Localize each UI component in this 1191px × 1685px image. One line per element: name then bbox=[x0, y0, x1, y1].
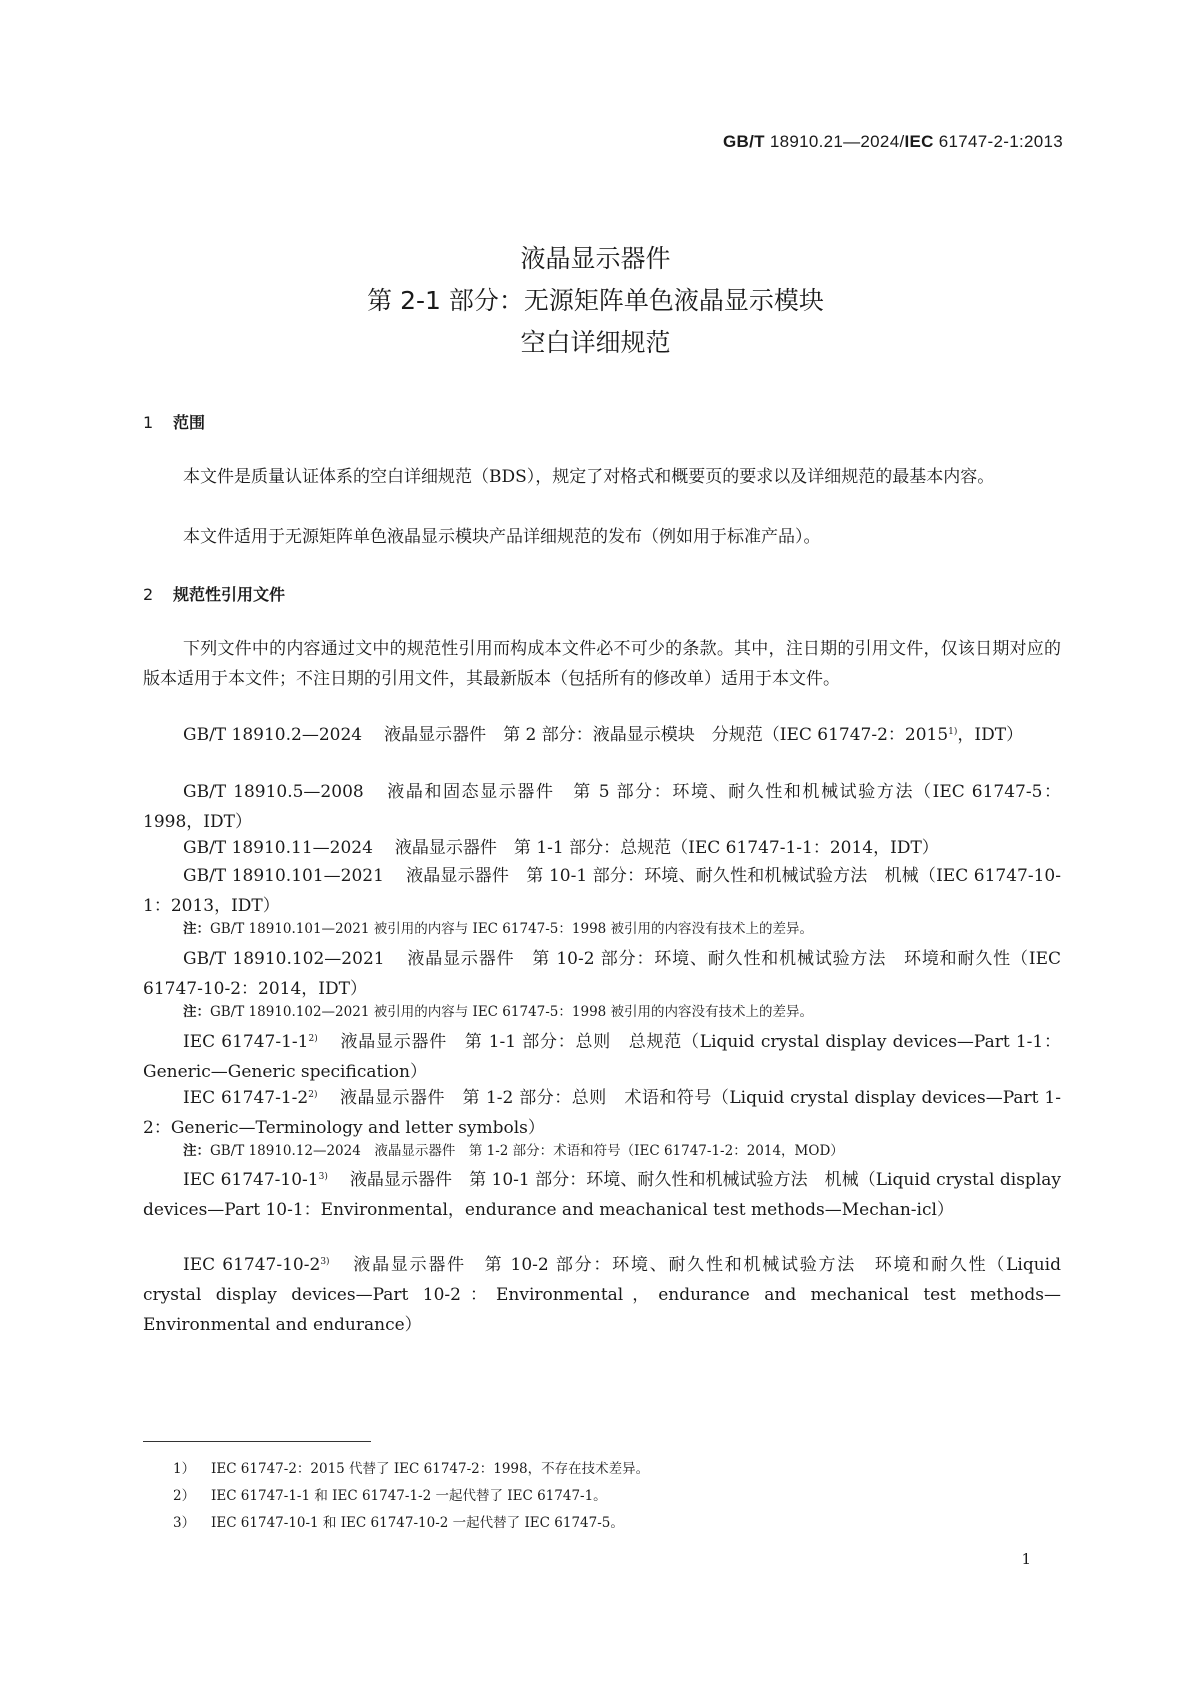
section-1-heading bbox=[143, 410, 205, 433]
reference-gbt-18910-101 bbox=[143, 861, 1061, 921]
note-label: 注： bbox=[183, 1143, 210, 1159]
title-line-2: 第 2-1 部分：无源矩阵单色液晶显示模块 bbox=[367, 286, 824, 315]
note-1 bbox=[143, 917, 1061, 941]
standard-id-iec-number: 61747-2-1:2013 bbox=[933, 132, 1063, 151]
standard-id-prefix: GB/T bbox=[722, 132, 765, 151]
reference-code: IEC 61747-1-1 bbox=[183, 1032, 309, 1052]
reference-title: 液晶显示器件 第 10-2 部分：环境、耐久性和机械试验方法 环境和耐久性（IEC 61747-10-2：2014，IDT） bbox=[143, 949, 1061, 999]
footnote-text: IEC 61747-10-1 和 IEC 61747-10-2 一起代替了 IEC 61747-5。 bbox=[211, 1515, 624, 1531]
reference-title: 液晶显示器件 第 2 部分：液晶显示模块 分规范（IEC 61747-2：2015 bbox=[384, 725, 949, 745]
reference-title: 液晶显示器件 第 10-2 部分：环境、耐久性和机械试验方法 环境和耐久性（Liquid crystal display devices—Part 10-2：Environmental，endurance and mechanical test methods—Environmental and endurance） bbox=[143, 1255, 1061, 1335]
footnote-marker: 1) bbox=[948, 727, 958, 737]
section-2-intro: 下列文件中的内容通过文中的规范性引用而构成本文件必不可少的条款。其中，注日期的引用文件，仅该日期对应的版本适用于本文件；不注日期的引用文件，其最新版本（包括所有的修改单）适用于本文件。 bbox=[143, 639, 1061, 689]
document-title bbox=[0, 238, 1191, 364]
section-2-title: 规范性引用文件 bbox=[173, 585, 286, 604]
reference-gbt-18910-11 bbox=[143, 833, 1061, 863]
reference-iec-61747-1-1 bbox=[143, 1027, 1061, 1087]
reference-iec-61747-10-1 bbox=[143, 1165, 1061, 1225]
reference-iec-61747-1-2 bbox=[143, 1083, 1061, 1143]
page-number: 1 bbox=[1021, 1550, 1031, 1568]
footnote-divider bbox=[143, 1441, 371, 1442]
section-1-number: 1 bbox=[143, 413, 154, 432]
reference-iec-61747-10-2 bbox=[143, 1250, 1061, 1340]
reference-code: IEC 61747-10-1 bbox=[183, 1170, 319, 1190]
reference-code: GB/T 18910.101—2021 bbox=[183, 866, 384, 886]
reference-code: GB/T 18910.102—2021 bbox=[183, 949, 385, 969]
reference-title: 液晶和固态显示器件 第 5 部分：环境、耐久性和机械试验方法（IEC 61747-5：1998，IDT） bbox=[143, 782, 1061, 832]
standard-identifier bbox=[723, 132, 1063, 152]
footnote-mark: 3） bbox=[173, 1515, 196, 1531]
footnote-3 bbox=[175, 1513, 624, 1533]
reference-code: IEC 61747-10-2 bbox=[183, 1255, 321, 1275]
section-2-number: 2 bbox=[143, 585, 154, 604]
footnote-marker: 3) bbox=[318, 1172, 328, 1182]
footnote-marker: 2) bbox=[308, 1090, 318, 1100]
footnote-mark: 2） bbox=[173, 1488, 196, 1504]
reference-title-tail: ，IDT） bbox=[957, 725, 1024, 745]
section-1-paragraph-1: 本文件是质量认证体系的空白详细规范（BDS），规定了对格式和概要页的要求以及详细规范的最基本内容。 bbox=[183, 467, 995, 487]
footnote-1 bbox=[175, 1459, 649, 1479]
reference-gbt-18910-102 bbox=[143, 944, 1061, 1004]
section-1-title: 范围 bbox=[173, 413, 206, 432]
reference-title: 液晶显示器件 第 1-1 部分：总规范（IEC 61747-1-1：2014，IDT） bbox=[394, 838, 939, 858]
note-text: GB/T 18910.101—2021 被引用的内容与 IEC 61747-5：1998 被引用的内容没有技术上的差异。 bbox=[210, 921, 814, 937]
standard-id-iec: IEC bbox=[904, 132, 934, 151]
title-line-1: 液晶显示器件 bbox=[520, 244, 671, 273]
reference-code: IEC 61747-1-2 bbox=[183, 1088, 309, 1108]
reference-code: GB/T 18910.11—2024 bbox=[183, 838, 373, 858]
reference-title: 液晶显示器件 第 1-2 部分：总则 术语和符号（Liquid crystal display devices—Part 1-2：Generic—Terminology and letter symbols） bbox=[143, 1088, 1061, 1138]
reference-title: 液晶显示器件 第 1-1 部分：总则 总规范（Liquid crystal display devices—Part 1-1：Generic—Generic specification） bbox=[143, 1032, 1061, 1082]
footnote-marker: 2) bbox=[308, 1034, 318, 1044]
title-line-3: 空白详细规范 bbox=[520, 328, 671, 357]
note-text: GB/T 18910.12—2024 液晶显示器件 第 1-2 部分：术语和符号（IEC 61747-1-2：2014，MOD） bbox=[210, 1143, 844, 1159]
footnote-text: IEC 61747-1-1 和 IEC 61747-1-2 一起代替了 IEC 61747-1。 bbox=[211, 1488, 607, 1504]
standard-id-number: 18910.21—2024/ bbox=[764, 132, 905, 151]
reference-title: 液晶显示器件 第 10-1 部分：环境、耐久性和机械试验方法 机械（IEC 61747-10-1：2013，IDT） bbox=[143, 866, 1061, 916]
reference-title: 液晶显示器件 第 10-1 部分：环境、耐久性和机械试验方法 机械（Liquid crystal display devices—Part 10-1：Environmental，endurance and meachanical test methods—Mechan-icl） bbox=[143, 1170, 1061, 1220]
note-label: 注： bbox=[183, 1004, 210, 1020]
section-1-paragraph-2: 本文件适用于无源矩阵单色液晶显示模块产品详细规范的发布（例如用于标准产品）。 bbox=[183, 527, 821, 547]
footnote-text: IEC 61747-2：2015 代替了 IEC 61747-2：1998，不存在技术差异。 bbox=[211, 1461, 650, 1477]
footnote-mark: 1） bbox=[173, 1461, 196, 1477]
reference-gbt-18910-2 bbox=[143, 720, 1061, 750]
section-2-heading bbox=[143, 582, 285, 605]
footnote-2 bbox=[175, 1486, 607, 1506]
reference-code: GB/T 18910.2—2024 bbox=[183, 725, 363, 745]
note-2 bbox=[143, 1000, 1061, 1024]
footnote-marker: 3) bbox=[320, 1257, 330, 1267]
reference-gbt-18910-5 bbox=[143, 777, 1061, 837]
note-text: GB/T 18910.102—2021 被引用的内容与 IEC 61747-5：1998 被引用的内容没有技术上的差异。 bbox=[210, 1004, 814, 1020]
note-label: 注： bbox=[183, 921, 210, 937]
note-3 bbox=[143, 1139, 1061, 1163]
reference-code: GB/T 18910.5—2008 bbox=[183, 782, 364, 802]
